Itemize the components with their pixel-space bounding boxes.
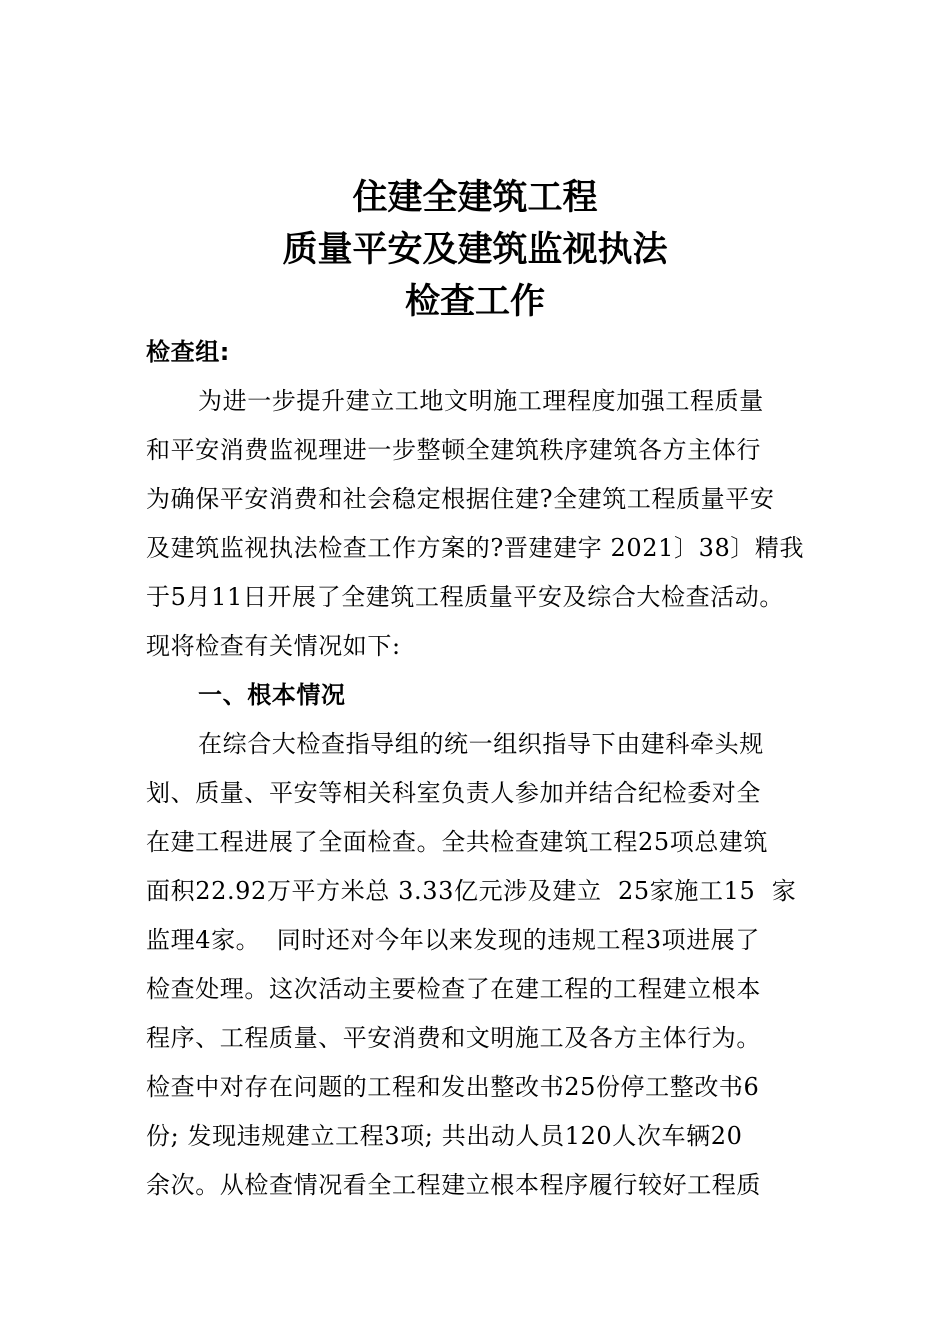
paragraph-line: 份; 发现违规建立工程3项; 共出动人员120人次车辆20 [146,1122,743,1150]
paragraph-line: 监理4家。 同时还对今年以来发现的违规工程3项进展了 [146,926,760,954]
paragraph-line: 为进一步提升建立工地文明施工理程度加强工程质量 [198,387,764,415]
paragraph-line: 于5月11日开展了全建筑工程质量平安及综合大检查活动。 [146,583,785,611]
document-body [146,328,806,1210]
paragraph-line: 现将检查有关情况如下: [146,632,401,660]
paragraph-line: 及建筑监视执法检查工作方案的?晋建建字 2021〕38〕精我 [146,534,805,562]
paragraph-line: 检查处理。这次活动主要检查了在建工程的工程建立根本 [146,975,761,1003]
paragraph-line: 为确保平安消费和社会稳定根据住建?全建筑工程质量平安 [146,485,775,513]
title-line-2: 质量平安及建筑监视执法 [282,230,668,270]
paragraph-line: 划、质量、平安等相关科室负责人参加并结合纪检委对全 [146,779,761,807]
title-line-3: 检查工作 [404,282,545,322]
paragraph-line: 在建工程进展了全面检查。全共检查建筑工程25项总建筑 [146,828,769,856]
paragraph-line: 检查中对存在问题的工程和发出整改书25份停工整改书6 [146,1073,760,1101]
section-heading: 一、根本情况 [198,681,346,709]
title-line-1: 住建全建筑工程 [352,178,598,218]
paragraph-line: 和平安消费监视理进一步整顿全建筑秩序建筑各方主体行 [146,436,761,464]
document-title [0,172,950,328]
paragraph-line: 面积22.92万平方米总 3.33亿元涉及建立 25家施工15 家 [146,877,797,905]
paragraph-line: 在综合大检查指导组的统一组织指导下由建科牵头规 [198,730,764,758]
salutation: 检查组: [146,338,230,366]
paragraph-line: 程序、工程质量、平安消费和文明施工及各方主体行为。 [146,1024,761,1052]
paragraph-line: 余次。从检查情况看全工程建立根本程序履行较好工程质 [146,1171,761,1199]
